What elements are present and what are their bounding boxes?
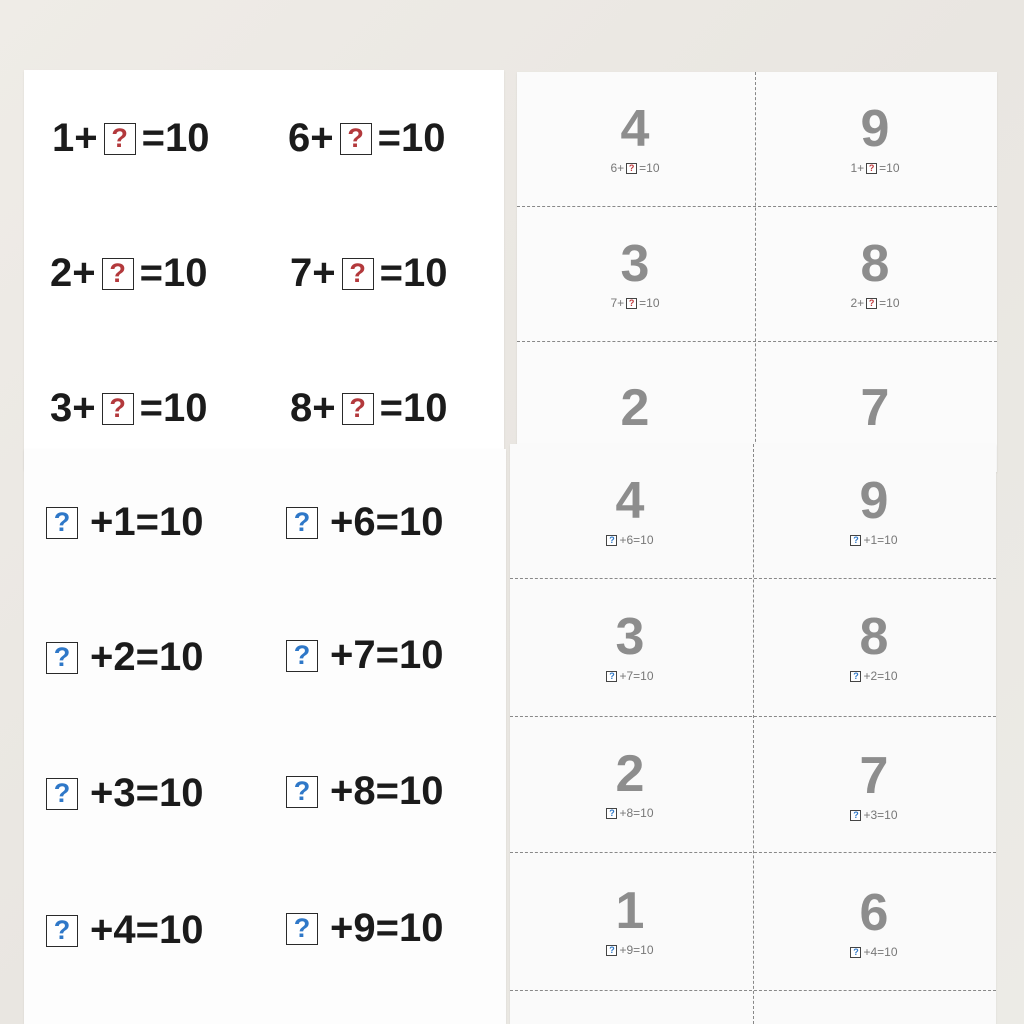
answer-card[interactable] [512,580,748,714]
equals-sign: = [375,769,399,813]
sum: 10 [398,906,444,950]
equals-sign: = [139,386,163,430]
equation-unknown-plus-8 [286,769,443,814]
answer-card[interactable] [512,717,748,851]
plus-sign: + [863,808,871,822]
cut-line-horizontal [510,578,996,579]
plus-sign: + [863,669,871,683]
worksheet-unknown-plus-b [24,449,506,1024]
addend: 6 [610,161,618,175]
equals-sign: = [379,251,403,295]
addend: 1 [870,533,878,547]
equals-sign: = [379,386,403,430]
equals-sign: = [375,633,399,677]
answer-card-sheet-bottom [510,444,996,1024]
question-mark-icon: ? [606,945,617,956]
addend: 8 [626,806,634,820]
answer-number: 7 [859,747,889,805]
answer-number: 3 [615,608,645,666]
card-equation [850,669,897,683]
equals-sign: = [877,533,885,547]
question-mark-icon: ? [104,123,136,155]
question-mark-icon: ? [102,393,134,425]
sum: 10 [884,945,898,959]
question-mark-icon: ? [286,913,318,945]
equals-sign: = [877,669,885,683]
answer-number: 9 [859,472,889,530]
question-mark-icon: ? [46,778,78,810]
card-equation [850,808,897,822]
equation-unknown-plus-3 [46,771,203,816]
question-mark-icon: ? [626,298,637,309]
equation-1-plus-unknown [52,116,209,161]
addend: 9 [626,943,634,957]
sum: 10 [158,771,204,815]
plus-sign: + [74,116,98,160]
equation-3-plus-unknown [50,386,207,431]
addend: 7 [353,633,376,677]
sum: 10 [398,633,444,677]
equals-sign: = [135,908,159,952]
answer-number: 3 [620,235,650,293]
addend: 6 [353,500,376,544]
sum: 10 [640,943,654,957]
plus-sign: + [619,533,627,547]
sum: 10 [162,251,208,295]
answer-card[interactable] [517,72,753,206]
sum: 10 [398,769,444,813]
answer-card-sheet-top [517,72,997,472]
addend: 3 [50,386,73,430]
addend: 4 [113,908,136,952]
addend: 7 [290,251,313,295]
answer-number: 4 [615,472,645,530]
answer-card[interactable] [756,580,992,714]
equals-sign: = [639,161,647,175]
question-mark-icon: ? [286,776,318,808]
plus-sign: + [863,945,871,959]
sum: 10 [398,500,444,544]
question-mark-icon: ? [342,393,374,425]
sum: 10 [886,161,900,175]
plus-sign: + [90,500,114,544]
addend: 4 [870,945,878,959]
sum: 10 [402,251,448,295]
answer-number: 8 [860,235,890,293]
plus-sign: + [90,635,114,679]
addend: 2 [870,669,878,683]
plus-sign: + [310,116,334,160]
sum: 10 [646,296,660,310]
answer-number: 1 [615,882,645,940]
addend: 9 [353,906,376,950]
card-equation [610,296,659,310]
equation-unknown-plus-1 [46,500,203,545]
answer-card[interactable] [756,719,992,853]
plus-sign: + [617,161,625,175]
card-equation [850,296,899,310]
sum: 10 [164,116,210,160]
plus-sign: + [619,943,627,957]
plus-sign: + [619,806,627,820]
addend: 2 [850,296,858,310]
answer-card[interactable] [512,854,748,988]
addend: 7 [610,296,618,310]
equals-sign: = [633,533,641,547]
plus-sign: + [857,161,865,175]
addend: 7 [626,669,634,683]
addend: 2 [113,635,136,679]
plus-sign: + [72,251,96,295]
cut-line-vertical [755,72,756,472]
question-mark-icon: ? [606,535,617,546]
card-equation [606,806,653,820]
cut-line-vertical [753,444,754,1024]
card-equation [610,161,659,175]
equals-sign: = [879,161,887,175]
equals-sign: = [633,943,641,957]
question-mark-icon: ? [606,808,617,819]
plus-sign: + [330,906,354,950]
question-mark-icon: ? [866,163,877,174]
addend: 3 [870,808,878,822]
card-equation [850,161,899,175]
addend: 6 [626,533,634,547]
addend: 1 [52,116,75,160]
question-mark-icon: ? [46,507,78,539]
plus-sign: + [330,500,354,544]
question-mark-icon: ? [46,642,78,674]
sum: 10 [158,908,204,952]
sum: 10 [640,669,654,683]
addend: 8 [290,386,313,430]
equals-sign: = [141,116,165,160]
equals-sign: = [375,906,399,950]
equals-sign: = [877,945,885,959]
addend: 1 [850,161,858,175]
question-mark-icon: ? [626,163,637,174]
equation-unknown-plus-4 [46,908,203,953]
sum: 10 [158,635,204,679]
card-equation [606,943,653,957]
plus-sign: + [617,296,625,310]
sum: 10 [886,296,900,310]
sum: 10 [162,386,208,430]
question-mark-icon: ? [46,915,78,947]
question-mark-icon: ? [286,507,318,539]
plus-sign: + [312,386,336,430]
question-mark-icon: ? [342,258,374,290]
equals-sign: = [377,116,401,160]
sum: 10 [884,669,898,683]
addend: 2 [50,251,73,295]
equals-sign: = [135,635,159,679]
answer-number: 7 [860,379,890,437]
equation-unknown-plus-2 [46,635,203,680]
equation-unknown-plus-7 [286,633,443,678]
answer-card[interactable] [756,444,992,578]
sum: 10 [884,808,898,822]
plus-sign: + [330,633,354,677]
equals-sign: = [633,806,641,820]
equation-unknown-plus-6 [286,500,443,545]
answer-number: 2 [620,379,650,437]
card-equation [606,533,653,547]
card-equation [850,945,897,959]
answer-card[interactable] [757,72,993,206]
question-mark-icon: ? [866,298,877,309]
question-mark-icon: ? [286,640,318,672]
equals-sign: = [135,500,159,544]
question-mark-icon: ? [850,947,861,958]
card-equation [850,533,897,547]
equals-sign: = [879,296,887,310]
sum: 10 [884,533,898,547]
addend: 6 [288,116,311,160]
plus-sign: + [72,386,96,430]
answer-card[interactable] [512,444,748,578]
sum: 10 [402,386,448,430]
sum: 10 [640,533,654,547]
equals-sign: = [375,500,399,544]
sum: 10 [640,806,654,820]
equals-sign: = [877,808,885,822]
plus-sign: + [619,669,627,683]
sum: 10 [158,500,204,544]
equation-7-plus-unknown [290,251,447,296]
answer-number: 2 [615,745,645,803]
equals-sign: = [633,669,641,683]
question-mark-icon: ? [850,535,861,546]
equals-sign: = [139,251,163,295]
question-mark-icon: ? [340,123,372,155]
cut-line-horizontal [510,990,996,991]
question-mark-icon: ? [606,671,617,682]
question-mark-icon: ? [850,810,861,821]
addend: 8 [353,769,376,813]
answer-number: 9 [860,100,890,158]
answer-card[interactable] [756,856,992,990]
answer-number: 6 [859,884,889,942]
equals-sign: = [639,296,647,310]
answer-number: 4 [620,100,650,158]
sum: 10 [646,161,660,175]
equation-2-plus-unknown [50,251,207,296]
plus-sign: + [863,533,871,547]
question-mark-icon: ? [850,671,861,682]
answer-card[interactable] [517,207,753,341]
equation-unknown-plus-9 [286,906,443,951]
addend: 1 [113,500,136,544]
plus-sign: + [90,908,114,952]
addend: 3 [113,771,136,815]
plus-sign: + [330,769,354,813]
sum: 10 [400,116,446,160]
equation-8-plus-unknown [290,386,447,431]
answer-card[interactable] [757,207,993,341]
equals-sign: = [135,771,159,815]
question-mark-icon: ? [102,258,134,290]
answer-number: 8 [859,608,889,666]
plus-sign: + [312,251,336,295]
card-equation [606,669,653,683]
plus-sign: + [90,771,114,815]
equation-6-plus-unknown [288,116,445,161]
plus-sign: + [857,296,865,310]
worksheet-a-plus-unknown [24,70,504,470]
